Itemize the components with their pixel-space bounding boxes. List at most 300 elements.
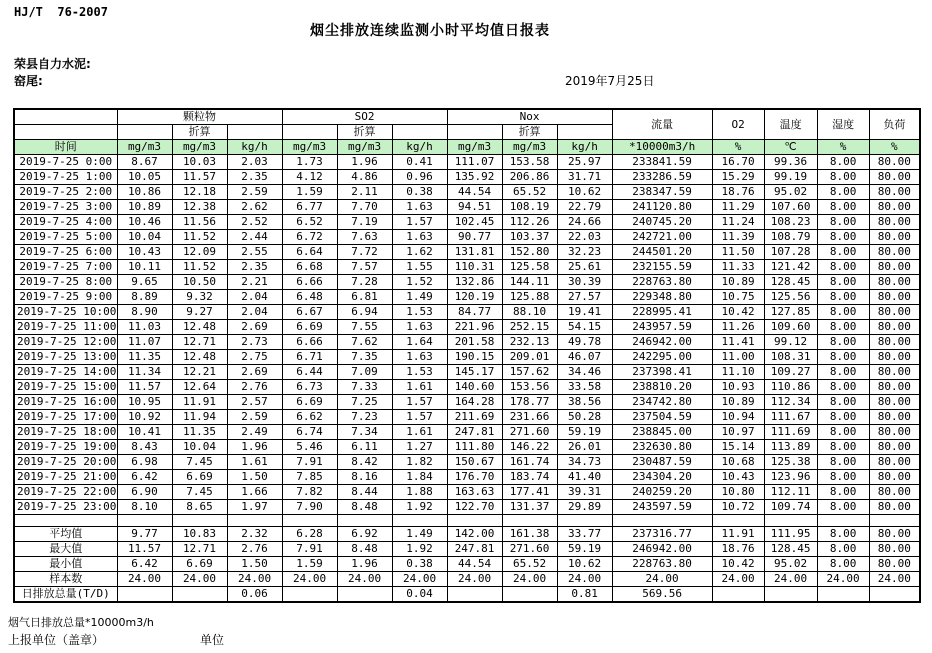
cell-blank [14, 515, 117, 527]
cell-value: 24.00 [764, 572, 817, 587]
table-row [14, 260, 920, 275]
cell-value: 11.50 [712, 245, 764, 260]
cell-value: 0.96 [392, 170, 447, 185]
cell-value: 135.92 [447, 170, 502, 185]
cell-time: 2019-7-25 8:00 [14, 275, 117, 290]
cell-value: 65.52 [502, 185, 557, 200]
cell-value: 2.55 [227, 245, 282, 260]
cell-value: 6.42 [117, 470, 172, 485]
unit-so2-mgm3: mg/m3 [282, 140, 337, 155]
cell-value: 80.00 [869, 425, 920, 440]
cell-value: 24.00 [817, 572, 869, 587]
cell-value: 8.00 [817, 185, 869, 200]
cell-value: 1.66 [227, 485, 282, 500]
cell-blank [172, 515, 227, 527]
unit-so2-converted-mgm3: mg/m3 [337, 140, 392, 155]
cell-value: 157.62 [502, 365, 557, 380]
header-load: 负荷 [869, 109, 920, 140]
cell-value: 211.69 [447, 410, 502, 425]
cell-value: 94.51 [447, 200, 502, 215]
cell-value: 31.71 [557, 170, 612, 185]
cell-value: 7.57 [337, 260, 392, 275]
cell-value: 6.73 [282, 380, 337, 395]
cell-value: 10.62 [557, 185, 612, 200]
cell-value: 111.07 [447, 155, 502, 170]
cell-value: 2.76 [227, 380, 282, 395]
cell-value: 209.01 [502, 350, 557, 365]
cell-value: 2.73 [227, 335, 282, 350]
cell-value: 8.00 [817, 527, 869, 542]
cell-value: 6.28 [282, 527, 337, 542]
cell-value: 109.27 [764, 365, 817, 380]
cell-value: 0.04 [392, 587, 447, 603]
cell-value: 1.62 [392, 245, 447, 260]
cell-value: 8.16 [337, 470, 392, 485]
cell-value: 1.63 [392, 350, 447, 365]
cell-value: 247.81 [447, 425, 502, 440]
cell-blank [612, 515, 712, 527]
cell-value: 1.96 [337, 557, 392, 572]
cell-value: 7.55 [337, 320, 392, 335]
cell-value: 7.28 [337, 275, 392, 290]
cell-value: 24.00 [869, 572, 920, 587]
cell-value: 12.18 [172, 185, 227, 200]
table-row [14, 215, 920, 230]
cell-value: 90.77 [447, 230, 502, 245]
company-name: 荣县自力水泥: [14, 57, 91, 71]
cell-value: 80.00 [869, 557, 920, 572]
cell-blank [447, 515, 502, 527]
cell-value: 11.34 [117, 365, 172, 380]
cell-value: 8.44 [337, 485, 392, 500]
cell-value: 108.23 [764, 215, 817, 230]
cell-value: 1.63 [392, 200, 447, 215]
cell-blank [502, 515, 557, 527]
cell-value: 271.60 [502, 542, 557, 557]
cell-value: 32.23 [557, 245, 612, 260]
cell-value: 80.00 [869, 365, 920, 380]
cell-value: 1.27 [392, 440, 447, 455]
cell-value: 80.00 [869, 350, 920, 365]
cell-value: 80.00 [869, 470, 920, 485]
cell-value: 7.45 [172, 485, 227, 500]
cell-value: 6.69 [172, 557, 227, 572]
cell-value: 178.77 [502, 395, 557, 410]
cell-value: 140.60 [447, 380, 502, 395]
header-humidity: 湿度 [817, 109, 869, 140]
cell-value: 161.74 [502, 455, 557, 470]
cell-value: 111.80 [447, 440, 502, 455]
cell-value: 22.79 [557, 200, 612, 215]
cell-value: 125.88 [502, 290, 557, 305]
cell-value: 26.01 [557, 440, 612, 455]
cell-value: 201.58 [447, 335, 502, 350]
cell-value [172, 587, 227, 603]
header-group-nox: Nox [447, 109, 612, 125]
cell-value: 10.93 [712, 380, 764, 395]
cell-value: 246942.00 [612, 542, 712, 557]
cell-value: 2.76 [227, 542, 282, 557]
cell-blank [117, 515, 172, 527]
cell-value: 0.41 [392, 155, 447, 170]
cell-value: 1.57 [392, 395, 447, 410]
cell-blank [337, 515, 392, 527]
cell-value: 24.00 [392, 572, 447, 587]
cell-value: 230487.59 [612, 455, 712, 470]
cell-value: 7.09 [337, 365, 392, 380]
cell-value: 1.61 [392, 425, 447, 440]
cell-value: 1.82 [392, 455, 447, 470]
cell-value: 190.15 [447, 350, 502, 365]
cell-value: 6.64 [282, 245, 337, 260]
cell-value: 153.58 [502, 155, 557, 170]
cell-value: 238347.59 [612, 185, 712, 200]
cell-value: 176.70 [447, 470, 502, 485]
unit-load: % [869, 140, 920, 155]
cell-value: 128.45 [764, 542, 817, 557]
cell-value: 8.00 [817, 335, 869, 350]
cell-value: 80.00 [869, 320, 920, 335]
cell-value: 125.56 [764, 290, 817, 305]
cell-value: 132.86 [447, 275, 502, 290]
unit-o2: % [712, 140, 764, 155]
cell-summary-label: 样本数 [14, 572, 117, 587]
cell-value: 80.00 [869, 440, 920, 455]
cell-value: 24.00 [612, 572, 712, 587]
unit-nox-converted-mgm3: mg/m3 [502, 140, 557, 155]
cell-value: 2.59 [227, 410, 282, 425]
cell-value: 0.38 [392, 557, 447, 572]
cell-value: 44.54 [447, 557, 502, 572]
report-unit-stamp-label: 上报单位（盖章） [8, 633, 105, 647]
cell-value: 10.42 [712, 557, 764, 572]
unit-so2-kgh: kg/h [392, 140, 447, 155]
cell-value: 24.00 [447, 572, 502, 587]
cell-time: 2019-7-25 2:00 [14, 185, 117, 200]
cell-value: 24.00 [227, 572, 282, 587]
spacer-row [14, 515, 920, 527]
cell-value: 38.56 [557, 395, 612, 410]
cell-value [502, 587, 557, 603]
cell-value: 234304.20 [612, 470, 712, 485]
cell-value: 10.50 [172, 275, 227, 290]
table-row [14, 200, 920, 215]
cell-value: 1.49 [392, 290, 447, 305]
cell-value: 5.46 [282, 440, 337, 455]
cell-value: 144.11 [502, 275, 557, 290]
cell-value: 6.71 [282, 350, 337, 365]
cell-value: 54.15 [557, 320, 612, 335]
cell-value: 34.46 [557, 365, 612, 380]
cell-value: 7.45 [172, 455, 227, 470]
cell-value: 11.10 [712, 365, 764, 380]
cell-value: 206.86 [502, 170, 557, 185]
cell-value: 2.04 [227, 290, 282, 305]
cell-value: 24.66 [557, 215, 612, 230]
cell-value: 2.59 [227, 185, 282, 200]
cell-value: 11.94 [172, 410, 227, 425]
cell-value: 1.64 [392, 335, 447, 350]
cell-value: 0.38 [392, 185, 447, 200]
header-time-blank2 [14, 125, 117, 140]
cell-value: 111.67 [764, 410, 817, 425]
table-row [14, 305, 920, 320]
cell-value: 1.84 [392, 470, 447, 485]
cell-value: 11.39 [712, 230, 764, 245]
cell-value: 125.38 [764, 455, 817, 470]
cell-value: 8.00 [817, 425, 869, 440]
cell-value: 12.71 [172, 542, 227, 557]
cell-value: 11.56 [172, 215, 227, 230]
cell-value: 11.52 [172, 230, 227, 245]
cell-blank [817, 515, 869, 527]
cell-total-label: 日排放总量(T/D) [14, 587, 117, 603]
cell-value: 6.48 [282, 290, 337, 305]
cell-value [282, 587, 337, 603]
cell-value: 240259.20 [612, 485, 712, 500]
cell-value: 229348.80 [612, 290, 712, 305]
cell-value: 10.03 [172, 155, 227, 170]
cell-value: 8.00 [817, 455, 869, 470]
cell-blank [764, 515, 817, 527]
cell-value: 7.34 [337, 425, 392, 440]
cell-value: 243597.59 [612, 500, 712, 515]
cell-value: 131.81 [447, 245, 502, 260]
cell-value: 11.24 [712, 215, 764, 230]
cell-value: 238845.00 [612, 425, 712, 440]
cell-value: 243957.59 [612, 320, 712, 335]
cell-value: 11.26 [712, 320, 764, 335]
cell-time: 2019-7-25 3:00 [14, 200, 117, 215]
cell-value: 6.66 [282, 335, 337, 350]
cell-time: 2019-7-25 14:00 [14, 365, 117, 380]
cell-value: 237316.77 [612, 527, 712, 542]
cell-value [869, 587, 920, 603]
cell-value: 8.00 [817, 542, 869, 557]
cell-time: 2019-7-25 23:00 [14, 500, 117, 515]
cell-value: 8.00 [817, 485, 869, 500]
cell-value: 8.65 [172, 500, 227, 515]
cell-value: 9.32 [172, 290, 227, 305]
cell-value: 80.00 [869, 200, 920, 215]
cell-time: 2019-7-25 10:00 [14, 305, 117, 320]
cell-value: 88.10 [502, 305, 557, 320]
cell-value: 234742.80 [612, 395, 712, 410]
table-row [14, 440, 920, 455]
cell-blank [282, 515, 337, 527]
cell-value: 24.00 [172, 572, 227, 587]
cell-value: 161.38 [502, 527, 557, 542]
table-row [14, 185, 920, 200]
cell-value: 6.69 [172, 470, 227, 485]
cell-value: 8.48 [337, 500, 392, 515]
cell-value: 183.74 [502, 470, 557, 485]
table-row [14, 335, 920, 350]
cell-time: 2019-7-25 1:00 [14, 170, 117, 185]
cell-value: 15.14 [712, 440, 764, 455]
summary-row [14, 527, 920, 542]
cell-value: 163.63 [447, 485, 502, 500]
cell-value: 102.45 [447, 215, 502, 230]
cell-value: 30.39 [557, 275, 612, 290]
cell-value: 233841.59 [612, 155, 712, 170]
cell-value: 109.74 [764, 500, 817, 515]
cell-value: 8.48 [337, 542, 392, 557]
cell-value: 2.57 [227, 395, 282, 410]
cell-time: 2019-7-25 21:00 [14, 470, 117, 485]
cell-time: 2019-7-25 5:00 [14, 230, 117, 245]
cell-value: 80.00 [869, 410, 920, 425]
table-row [14, 230, 920, 245]
cell-value: 10.42 [712, 305, 764, 320]
cell-value: 242295.00 [612, 350, 712, 365]
cell-value: 24.00 [557, 572, 612, 587]
cell-value: 2.62 [227, 200, 282, 215]
cell-value: 11.29 [712, 200, 764, 215]
cell-value: 11.91 [712, 527, 764, 542]
cell-value: 11.03 [117, 320, 172, 335]
header-time: 时间 [14, 140, 117, 155]
cell-value: 10.04 [117, 230, 172, 245]
cell-value: 6.62 [282, 410, 337, 425]
cell-value: 164.28 [447, 395, 502, 410]
cell-value: 10.86 [117, 185, 172, 200]
cell-value: 10.62 [557, 557, 612, 572]
cell-value: 8.00 [817, 275, 869, 290]
cell-value: 8.89 [117, 290, 172, 305]
cell-value: 8.42 [337, 455, 392, 470]
cell-value: 12.71 [172, 335, 227, 350]
unit-humidity: % [817, 140, 869, 155]
summary-row [14, 572, 920, 587]
cell-value: 8.00 [817, 170, 869, 185]
cell-value: 10.68 [712, 455, 764, 470]
cell-value: 145.17 [447, 365, 502, 380]
cell-value: 142.00 [447, 527, 502, 542]
cell-value: 1.96 [337, 155, 392, 170]
cell-value: 11.07 [117, 335, 172, 350]
footer-flow-note: 烟气日排放总量*10000m3/h [8, 616, 154, 629]
cell-value: 24.00 [337, 572, 392, 587]
cell-value: 16.70 [712, 155, 764, 170]
cell-value: 107.28 [764, 245, 817, 260]
cell-value: 80.00 [869, 455, 920, 470]
table-row [14, 170, 920, 185]
cell-value: 80.00 [869, 185, 920, 200]
cell-value: 80.00 [869, 542, 920, 557]
cell-value: 12.48 [172, 320, 227, 335]
cell-value: 1.92 [392, 500, 447, 515]
table-row [14, 425, 920, 440]
cell-value: 59.19 [557, 542, 612, 557]
cell-value: 10.72 [712, 500, 764, 515]
cell-time: 2019-7-25 4:00 [14, 215, 117, 230]
cell-value: 1.53 [392, 365, 447, 380]
cell-value: 80.00 [869, 485, 920, 500]
cell-value: 103.37 [502, 230, 557, 245]
cell-value: 10.43 [712, 470, 764, 485]
cell-value: 122.70 [447, 500, 502, 515]
cell-value: 7.72 [337, 245, 392, 260]
cell-value: 8.67 [117, 155, 172, 170]
cell-value: 231.66 [502, 410, 557, 425]
cell-value: 121.42 [764, 260, 817, 275]
cell-value: 24.00 [282, 572, 337, 587]
report-date: 2019年7月25日 [565, 74, 655, 88]
cell-value: 29.89 [557, 500, 612, 515]
cell-time: 2019-7-25 0:00 [14, 155, 117, 170]
cell-value: 7.19 [337, 215, 392, 230]
cell-value: 1.55 [392, 260, 447, 275]
unit-pm-converted-mgm3: mg/m3 [172, 140, 227, 155]
cell-value: 8.00 [817, 320, 869, 335]
cell-value: 1.52 [392, 275, 447, 290]
cell-value: 2.69 [227, 320, 282, 335]
cell-value: 8.00 [817, 155, 869, 170]
cell-value: 11.52 [172, 260, 227, 275]
cell-value: 7.35 [337, 350, 392, 365]
table-row [14, 320, 920, 335]
cell-value: 44.54 [447, 185, 502, 200]
cell-value: 8.10 [117, 500, 172, 515]
cell-value [764, 587, 817, 603]
cell-value: 12.38 [172, 200, 227, 215]
cell-value: 7.33 [337, 380, 392, 395]
cell-value: 1.92 [392, 542, 447, 557]
cell-value: 8.00 [817, 395, 869, 410]
cell-value: 12.09 [172, 245, 227, 260]
cell-value: 50.28 [557, 410, 612, 425]
cell-value: 10.05 [117, 170, 172, 185]
cell-value: 6.68 [282, 260, 337, 275]
cell-value: 18.76 [712, 542, 764, 557]
cell-value: 221.96 [447, 320, 502, 335]
cell-value: 109.60 [764, 320, 817, 335]
cell-time: 2019-7-25 15:00 [14, 380, 117, 395]
cell-value: 6.90 [117, 485, 172, 500]
cell-value: 0.81 [557, 587, 612, 603]
cell-value: 1.73 [282, 155, 337, 170]
cell-value: 10.43 [117, 245, 172, 260]
cell-value: 11.57 [117, 542, 172, 557]
cell-value [447, 587, 502, 603]
cell-value: 146.22 [502, 440, 557, 455]
unit-nox-mgm3: mg/m3 [447, 140, 502, 155]
table-header [14, 109, 920, 155]
cell-value: 127.85 [764, 305, 817, 320]
cell-value: 8.00 [817, 290, 869, 305]
cell-value: 22.03 [557, 230, 612, 245]
cell-value: 27.57 [557, 290, 612, 305]
cell-value: 4.86 [337, 170, 392, 185]
cell-value: 128.45 [764, 275, 817, 290]
cell-value: 150.67 [447, 455, 502, 470]
cell-value: 80.00 [869, 170, 920, 185]
cell-value: 11.33 [712, 260, 764, 275]
header-temperature: 温度 [764, 109, 817, 140]
cell-value: 252.15 [502, 320, 557, 335]
table-row [14, 155, 920, 170]
cell-value: 6.92 [337, 527, 392, 542]
cell-value: 108.19 [502, 200, 557, 215]
cell-value [337, 587, 392, 603]
cell-blank [227, 515, 282, 527]
cell-value: 7.23 [337, 410, 392, 425]
cell-value: 8.00 [817, 365, 869, 380]
cell-value: 99.19 [764, 170, 817, 185]
cell-value: 11.57 [172, 170, 227, 185]
cell-summary-label: 平均值 [14, 527, 117, 542]
